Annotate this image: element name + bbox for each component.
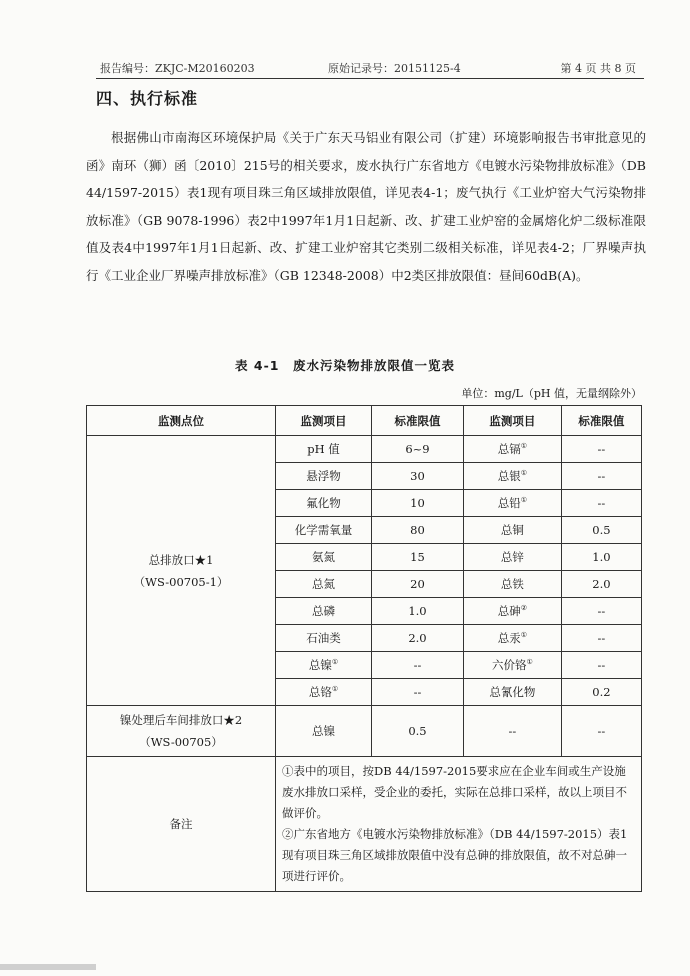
limit-cell: -- — [561, 706, 641, 757]
item-cell: 总铅① — [464, 490, 562, 517]
remarks-row — [87, 757, 642, 892]
item-cell: 总磷 — [276, 598, 372, 625]
table-unit: 单位：mg/L（pH 值，无量纲除外） — [461, 387, 642, 400]
item-cell: 总锌 — [464, 544, 562, 571]
header-limit: 标准限值 — [371, 406, 463, 436]
limit-cell: -- — [561, 625, 641, 652]
limit-cell: -- — [371, 679, 463, 706]
header-limit: 标准限值 — [561, 406, 641, 436]
report-number: 报告编号：ZKJC-M20160203 — [100, 62, 255, 75]
item-cell: 总镍 — [276, 706, 372, 757]
limit-cell: 80 — [371, 517, 463, 544]
item-cell: -- — [464, 706, 562, 757]
limit-cell: 6~9 — [371, 436, 463, 463]
header-item: 监测项目 — [276, 406, 372, 436]
item-cell: 氨氮 — [276, 544, 372, 571]
remarks-text: ①表中的项目，按DB 44/1597-2015要求应在企业车间或生产设施废水排放口采样，受企业的委托，实际在总排口采样，故以上项目不做评价。 ②广东省地方《电镀水污染物排放标准》（DB 44/1597-2015）表1现有项目珠三角区域排放限值中没有总砷的排放限值，故不对总砷一项进行评价。 — [276, 757, 642, 892]
item-cell: 总银① — [464, 463, 562, 490]
body-paragraph: 根据佛山市南海区环境保护局《关于广东天马铝业有限公司（扩建）环境影响报告书审批意见的函》南环（狮）函〔2010〕215号的相关要求，废水执行广东省地方《电镀水污染物排放标准》（DB 44/1597-2015）表1现有项目珠三角区域排放限值，详见表4-1；废气执行《工业炉窑大气污染物排放标准》（GB 9078-1996）表2中1997年1月1日起新、改、扩建工业炉窑的金属熔化炉二级标准限值及表4中1997年1月1日起新、改、扩建工业炉窑其它类别二级相关标准，详见表4-2；厂界噪声执行《工业企业厂界噪声排放标准》（GB 12348-2008）中2类区排放限值：昼间60dB(A)。 — [86, 130, 646, 283]
limit-cell: -- — [561, 463, 641, 490]
item-cell: 总氮 — [276, 571, 372, 598]
item-cell: 六价铬① — [464, 652, 562, 679]
limit-cell: -- — [371, 652, 463, 679]
limit-cell: -- — [561, 490, 641, 517]
limit-cell: 2.0 — [561, 571, 641, 598]
limit-cell: 20 — [371, 571, 463, 598]
limit-cell: -- — [561, 598, 641, 625]
table-row — [87, 436, 642, 463]
item-cell: 化学需氧量 — [276, 517, 372, 544]
table-title: 表 4-1 废水污染物排放限值一览表 — [235, 358, 455, 373]
header-item: 监测项目 — [464, 406, 562, 436]
item-cell: 氟化物 — [276, 490, 372, 517]
item-cell: 总汞① — [464, 625, 562, 652]
limit-cell: 1.0 — [561, 544, 641, 571]
section-title: 四、执行标准 — [96, 89, 199, 108]
outlet-1-cell: 总排放口★1 （WS-00705-1） — [87, 436, 276, 706]
item-cell: pH 值 — [276, 436, 372, 463]
table-header-row — [87, 406, 642, 436]
item-cell: 总铬① — [276, 679, 372, 706]
item-cell: 石油类 — [276, 625, 372, 652]
limit-cell: 10 — [371, 490, 463, 517]
limit-cell: 15 — [371, 544, 463, 571]
page-header — [96, 60, 644, 79]
outlet-2-cell: 镍处理后车间排放口★2 （WS-00705） — [87, 706, 276, 757]
limit-cell: -- — [561, 436, 641, 463]
header-location: 监测点位 — [87, 406, 276, 436]
record-number: 原始记录号：20151125-4 — [328, 62, 461, 75]
limit-cell: -- — [561, 652, 641, 679]
limits-table — [86, 405, 642, 892]
limit-cell: 0.2 — [561, 679, 641, 706]
limit-cell: 0.5 — [561, 517, 641, 544]
scan-edge-mark — [0, 964, 96, 970]
item-cell: 总铁 — [464, 571, 562, 598]
item-cell: 总铜 — [464, 517, 562, 544]
remarks-label: 备注 — [87, 757, 276, 892]
item-cell: 总镍① — [276, 652, 372, 679]
item-cell: 总砷② — [464, 598, 562, 625]
page-indicator: 第 4 页 共 8 页 — [560, 62, 636, 75]
limit-cell: 1.0 — [371, 598, 463, 625]
limit-cell: 30 — [371, 463, 463, 490]
item-cell: 总氰化物 — [464, 679, 562, 706]
limit-cell: 0.5 — [371, 706, 463, 757]
item-cell: 总镉① — [464, 436, 562, 463]
limit-cell: 2.0 — [371, 625, 463, 652]
table-row — [87, 706, 642, 757]
item-cell: 悬浮物 — [276, 463, 372, 490]
